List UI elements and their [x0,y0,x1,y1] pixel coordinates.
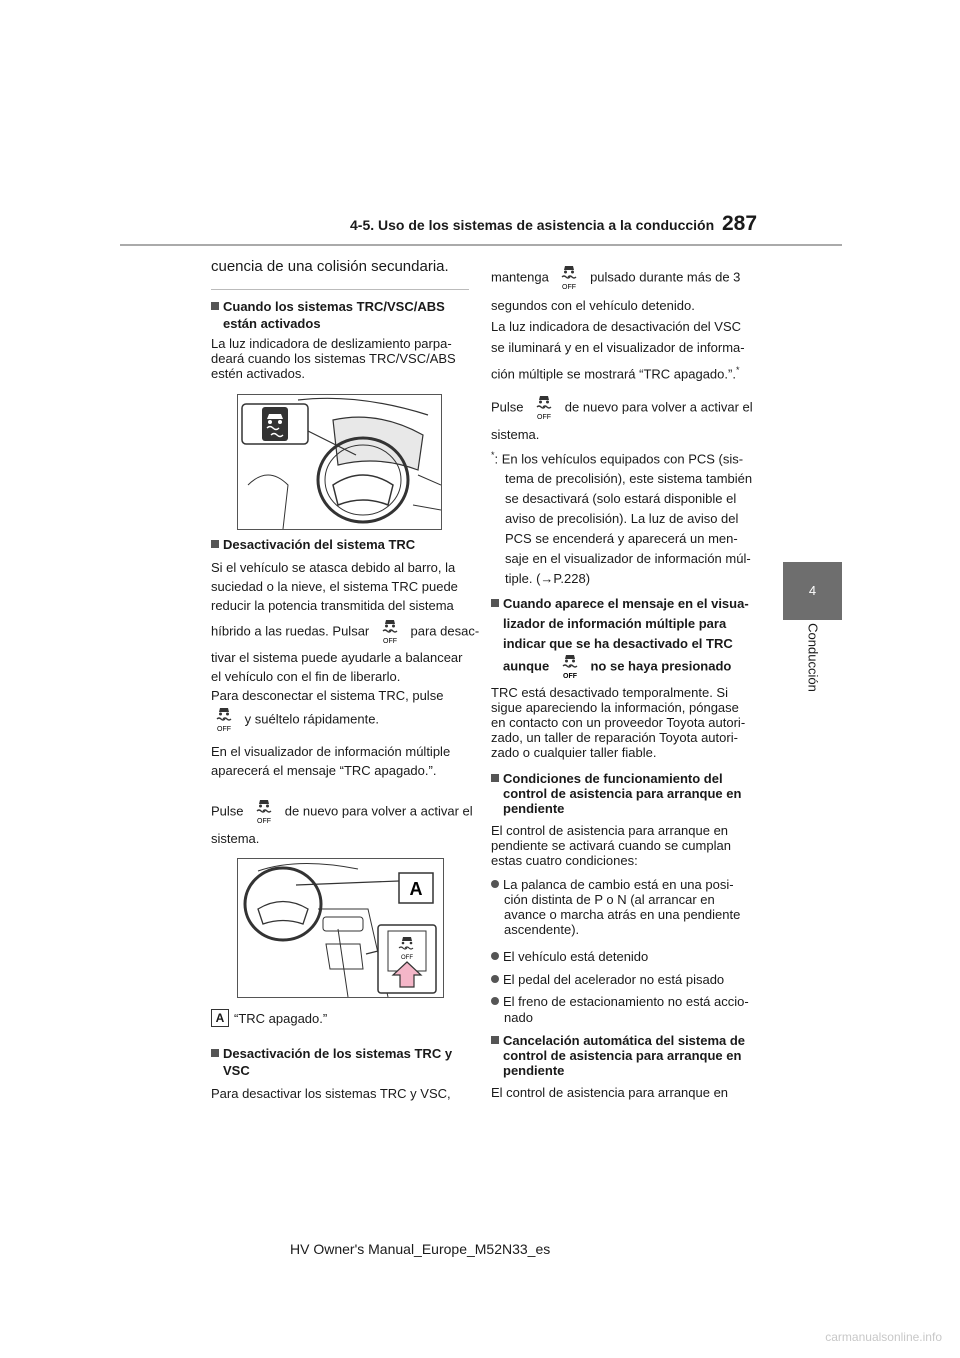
square-bullet-icon [491,1036,499,1044]
trc-off-icon [558,262,580,294]
line-press-again: Pulse OFF de nuevo para volver a activar el [211,796,473,828]
square-bullet-icon [211,302,219,310]
svg-text:OFF: OFF [401,955,413,961]
dashboard-slip-indicator-illustration [237,394,442,530]
square-bullet-icon [211,1049,219,1057]
list-item: La palanca de cambio está en una posi- ción distinta de P o N (al arrancar en avance o marcha atrás en una pendiente ascendente). [491,877,740,937]
separator-line [211,289,469,290]
label-a: A [211,1009,229,1027]
svg-text:OFF: OFF [257,818,272,824]
svg-text:OFF: OFF [562,284,577,290]
chapter-tab[interactable]: 4 [783,562,842,620]
heading-hill-start-cancel: Cancelación automática del sistema de control de asistencia para arranque en pendiente [491,1033,745,1078]
line-mantenga: mantenga OFF pulsado durante más de 3 [491,262,740,294]
section-header: 4-5. Uso de los sistemas de asistencia a la conducción [350,217,715,233]
paragraph-trc-off-2: tivar el sistema puede ayudarle a balancear el vehículo con el fin de liberarlo. Para desconectar el sistema TRC, pulse [211,650,463,703]
paragraph-hill-start: El control de asistencia para arranque en pendiente se activará cuando se cumplan estas cuatro condiciones: [491,823,731,868]
trc-off-icon [253,796,275,828]
line-sistema-right: sistema. [491,427,540,442]
paragraph-trc-off: Si el vehículo se atasca debido al barro, la suciedad o la nieve, el sistema TRC puede reducir la potencia transmitida del sistema [211,560,458,613]
round-bullet-icon [491,880,499,888]
paragraph-hill-cancel: El control de asistencia para arranque en [491,1085,729,1100]
line-sistema: sistema. [211,831,260,846]
round-bullet-icon [491,997,499,1005]
trc-off-icon [213,704,235,736]
footer-manual-id: HV Owner's Manual_Europe_M52N33_es [290,1241,551,1257]
footnote: *: En los vehículos equipados con PCS (sis- tema de precolisión), este sistema también se desactivará (solo estará disponible el aviso de precolisión). La luz de aviso del PCS se encenderá y aparecerá un men- saje en el visualizador de información múl- tiple. (→P.228) [491,450,753,587]
line-release: OFF y suéltelo rápidamente. [211,704,379,736]
list-item: El pedal del acelerador no está pisado [491,971,724,988]
heading-message-trc: Cuando aparece el mensaje en el visua- lizador de información múltiple para indicar que se ha desactivado el TRC [491,594,749,654]
watermark: carmanualsonline.info [825,1330,942,1344]
paragraph-vsc-off: segundos con el vehículo detenido. La luz indicadora de desactivación del VSC se iluminará y en el visualizador de informa- ción múltiple se mostrará “TRC apagado.”.* [491,298,745,382]
header-rule [120,244,842,246]
list-item: El freno de estacionamiento no está accio- nado [491,994,749,1026]
console-trc-off-button-illustration [237,858,444,998]
heading-trc-vsc-abs: Cuando los sistemas TRC/VSC/ABS están activados [211,298,445,332]
caption-trc-apagado: “TRC apagado.” [234,1011,328,1026]
list-item: El vehículo está detenido [491,948,648,965]
heading-trc-off: Desactivación del sistema TRC [211,536,415,553]
svg-text:OFF: OFF [537,414,552,420]
round-bullet-icon [491,952,499,960]
svg-text:OFF: OFF [217,726,231,732]
page-number: 287 [722,212,758,235]
trc-off-icon [379,616,401,648]
svg-text:A: A [409,879,423,899]
paragraph-indicator: La luz indicadora de deslizamiento parpa- deará cuando los sistemas TRC/VSC/ABS estén activados. [211,336,456,381]
heading-hill-start-conditions: Condiciones de funcionamiento del control de asistencia para arranque en pendiente [491,771,741,816]
paragraph-trc-temporal: TRC está desactivado temporalmente. Si sigue apareciendo la información, póngase en contacto con un proveedor Toyota autori- zado, un taller de reparación Toyota autori- zado o cualquier taller fiable. [491,685,746,760]
svg-text:OFF: OFF [562,673,577,679]
paragraph-trc-vsc: Para desactivar los sistemas TRC y VSC, [211,1086,451,1101]
heading-trc-vsc-off: Desactivación de los sistemas TRC y VSC [211,1045,452,1079]
line-press-icon: híbrido a las ruedas. Pulsar OFF para desac- [211,616,479,648]
round-bullet-icon [491,975,499,983]
paragraph-message: En el visualizador de información múltiple aparecerá el mensaje “TRC apagado.”. [211,744,451,778]
heading-message-trc-icon-line: aunque OFF no se haya presionado [503,651,731,683]
trc-off-icon [559,651,581,683]
chapter-tab-label-box [791,620,835,712]
square-bullet-icon [211,540,219,548]
trc-off-icon [533,392,555,424]
svg-text:OFF: OFF [382,638,397,644]
chapter-tab-label: Conducción [805,623,821,692]
line-pulse-again-right: Pulse OFF de nuevo para volver a activar el [491,392,753,424]
square-bullet-icon [491,599,499,607]
continued-text: cuencia de una colisión secundaria. [211,258,449,275]
square-bullet-icon [491,774,499,782]
